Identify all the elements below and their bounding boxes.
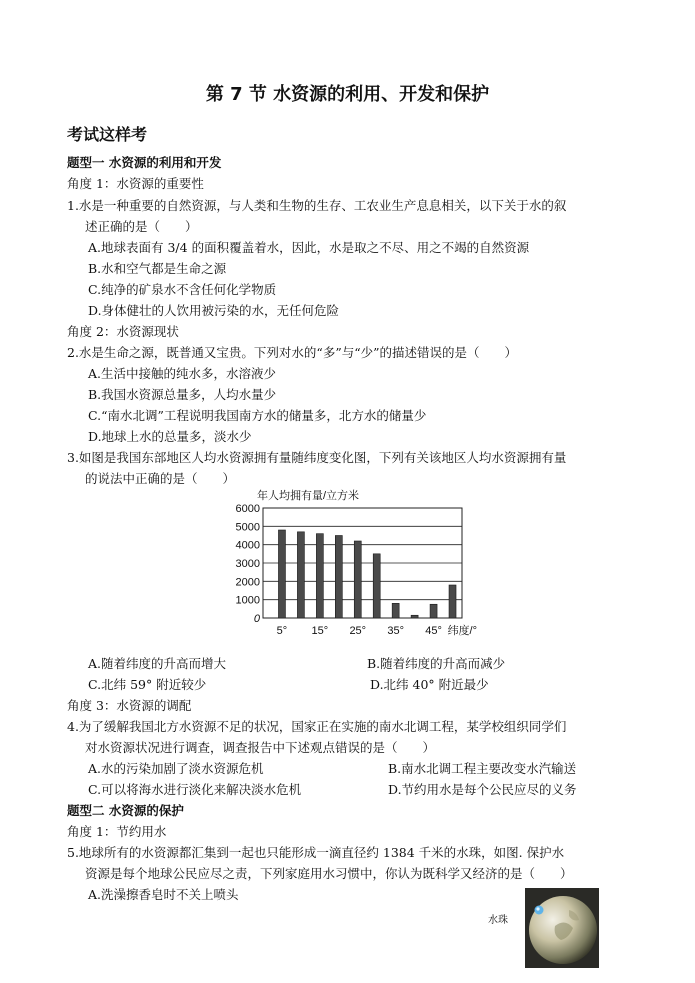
q3-option-b: B.随着纬度的升高而减少 <box>367 656 506 671</box>
bar <box>392 603 399 618</box>
y-tick-label: 6000 <box>235 503 260 515</box>
angle-heading-1: 角度 1：水资源的重要性 <box>67 176 204 191</box>
globe-label: 水珠 <box>488 915 508 926</box>
y-tick-label: 5000 <box>235 521 260 534</box>
q1-option-a: A.地球表面有 3/4 的面积覆盖着水，因此，水是取之不尽、用之不竭的自然资源 <box>88 240 530 255</box>
bar <box>430 604 437 618</box>
q1-stem-line1: 1.水是一种重要的自然资源，与人类和生物的生存、工农业生产息息相关，以下关于水的叙 <box>67 198 567 213</box>
y-tick-label: 3000 <box>235 558 260 570</box>
bar <box>297 532 304 618</box>
angle-heading-4: 角度 1：节约用水 <box>67 824 167 839</box>
q2-option-b: B.我国水资源总量多，人均水量少 <box>88 387 277 402</box>
q2-option-d: D.地球上水的总量多，淡水少 <box>88 429 252 444</box>
angle-heading-3: 角度 3：水资源的调配 <box>67 698 192 713</box>
x-tick-label: 45° <box>425 625 442 637</box>
bar <box>316 534 323 618</box>
q1-option-d: D.身体健壮的人饮用被污染的水，无任何危险 <box>88 303 340 318</box>
exam-heading: 考试这样考 <box>67 125 148 144</box>
y-tick-label: 2000 <box>235 576 260 589</box>
water-per-capita-chart <box>230 488 500 644</box>
q2-option-a: A.生活中接触的纯水多，水溶液少 <box>88 366 277 381</box>
q1-stem-line2: 述正确的是（ ） <box>85 219 198 234</box>
bar <box>335 536 342 619</box>
page-title: 第 7 节 水资源的利用、开发和保护 <box>205 84 490 105</box>
q3-option-a: A.随着纬度的升高而增大 <box>88 656 227 671</box>
y-tick-label: 1000 <box>235 594 260 607</box>
q5-option-a: A.洗澡擦香皂时不关上喷头 <box>88 887 239 902</box>
angle-heading-2: 角度 2：水资源现状 <box>67 324 179 339</box>
globe-icon <box>525 888 599 968</box>
q4-stem-line1: 4.为了缓解我国北方水资源不足的状况，国家正在实施的南水北调工程，某学校组织同学们 <box>67 719 567 734</box>
bar <box>278 530 285 618</box>
x-tick-label: 5° <box>276 625 288 637</box>
q4-option-c: C.可以将海水进行淡化来解决淡水危机 <box>88 782 302 797</box>
bar <box>354 541 361 618</box>
q2-stem: 2.水是生命之源，既普通又宝贵。下列对水的“多”与“少”的描述错误的是（ ） <box>67 345 517 360</box>
q4-option-d: D.节约用水是每个公民应尽的义务 <box>388 782 577 797</box>
y-tick-label: 0 <box>253 613 260 625</box>
x-tick-label: 15° <box>311 625 329 637</box>
x-tick-label: 35° <box>387 625 404 637</box>
q2-option-c: C.“南水北调”工程说明我国南方水的储量多，北方水的储量少 <box>88 408 427 423</box>
water-globe-image <box>525 888 599 968</box>
section-type-1: 题型一 水资源的利用和开发 <box>67 155 222 170</box>
q5-stem-line2: 资源是每个地球公民应尽之责，下列家庭用水习惯中，你认为既科学又经济的是（ ） <box>85 866 573 881</box>
q4-option-b: B.南水北调工程主要改变水汽输送 <box>388 761 577 776</box>
x-axis-label: 纬度/° <box>447 625 478 637</box>
q1-option-c: C.纯净的矿泉水不含任何化学物质 <box>88 282 277 297</box>
y-tick-label: 4000 <box>235 539 260 552</box>
q3-option-c: C.北纬 59° 附近较少 <box>88 677 207 692</box>
q3-option-d: D.北纬 40° 附近最少 <box>370 677 489 692</box>
bar <box>411 615 418 618</box>
q1-option-b: B.水和空气都是生命之源 <box>88 261 227 276</box>
q4-option-a: A.水的污染加剧了淡水资源危机 <box>88 761 264 776</box>
q4-stem-line2: 对水资源状况进行调查，调查报告中下述观点错误的是（ ） <box>85 740 436 755</box>
y-axis-label: 年人均拥有量/立方米 <box>257 490 360 502</box>
chart-svg <box>230 488 500 644</box>
q3-stem-line2: 的说法中正确的是（ ） <box>85 471 236 486</box>
q5-stem-line1: 5.地球所有的水资源都汇集到一起也只能形成一滴直径约 1384 千米的水珠，如图. 保护水 <box>67 845 565 860</box>
q3-stem-line1: 3.如图是我国东部地区人均水资源拥有量随纬度变化图，下列有关该地区人均水资源拥有量 <box>67 450 567 465</box>
bar <box>373 554 380 618</box>
bar <box>449 585 456 618</box>
x-tick-label: 25° <box>349 625 367 637</box>
section-type-2: 题型二 水资源的保护 <box>67 803 184 818</box>
